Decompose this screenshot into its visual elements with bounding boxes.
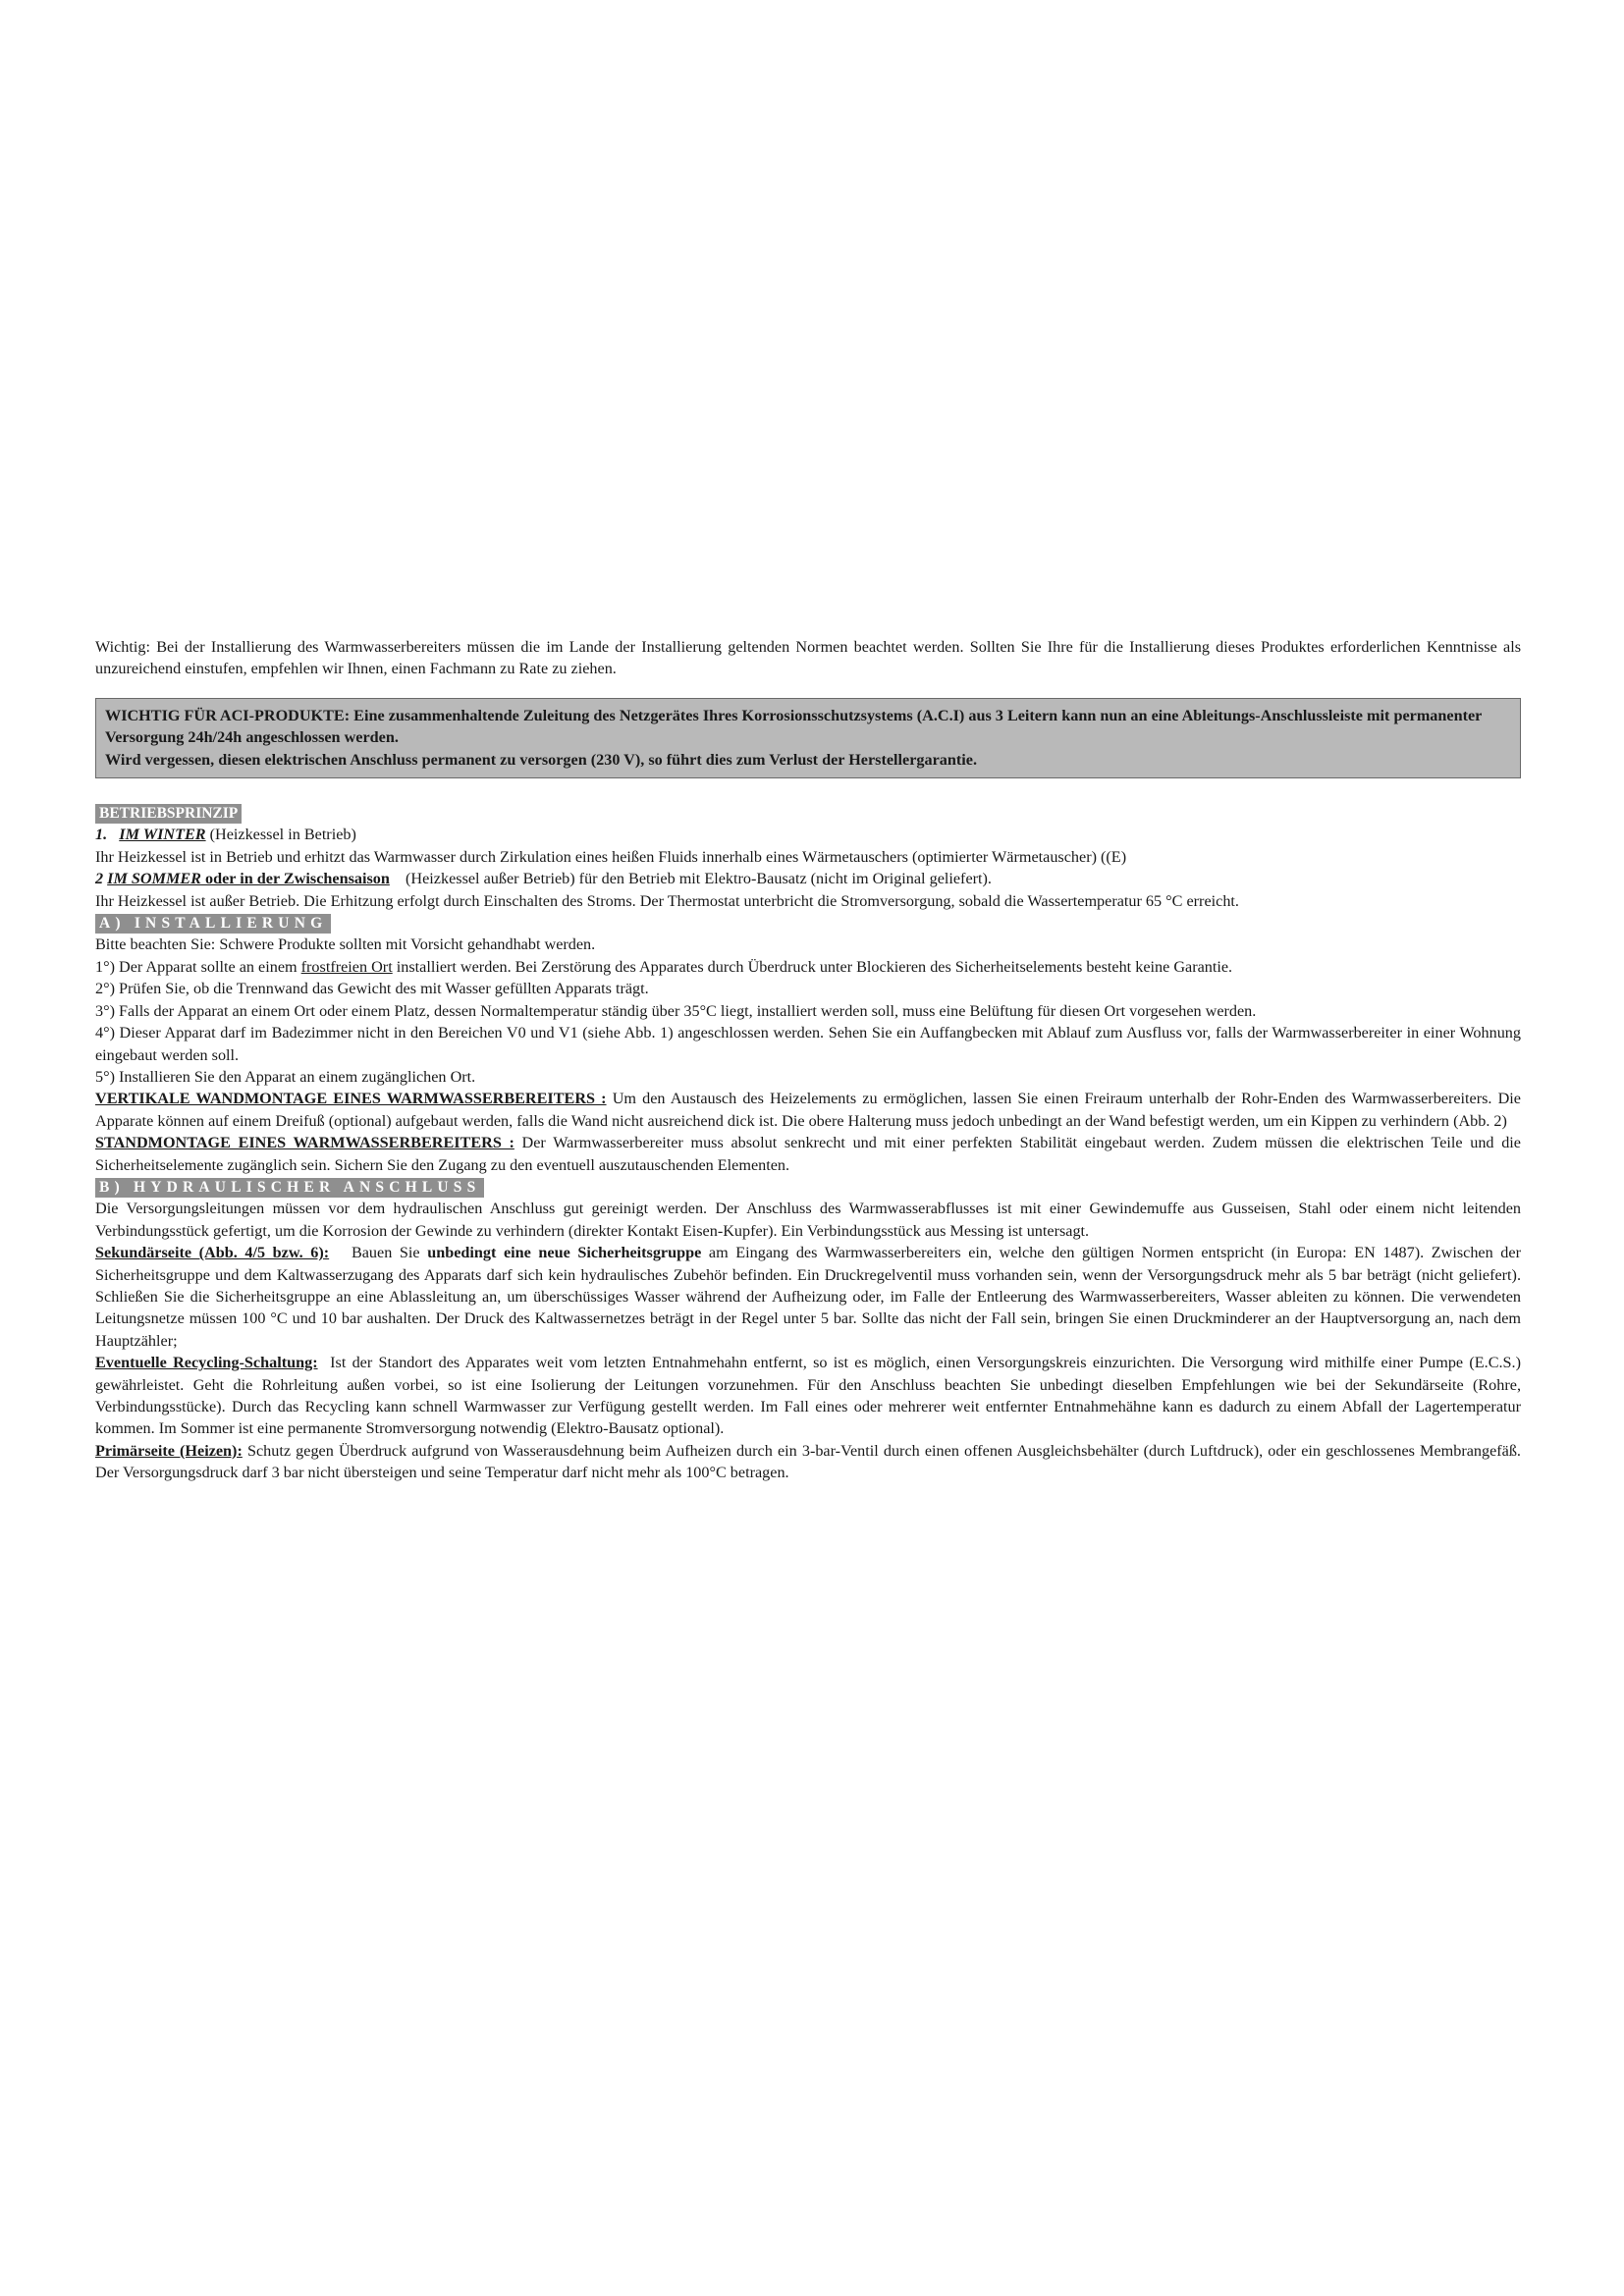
heading-betriebsprinzip: BETRIEBSPRINZIP	[95, 804, 242, 824]
section-betriebsprinzip	[95, 802, 1521, 912]
intro-paragraph: Wichtig: Bei der Installierung des Warmwasserbereiters müssen die im Lande der Installierung geltenden Normen beachtet werden. Sollten Sie Ihre für die Installierung dieses Produktes erforderlichen Kenntnisse als unzureichend einstufen, empfehlen wir Ihnen, einen Fachmann zu Rate zu ziehen.	[95, 638, 1521, 678]
warning-line-2: Wird vergessen, diesen elektrischen Anschluss permanent zu versorgen (230 V), so führt dies zum Verlust der Herstellergarantie.	[105, 750, 977, 769]
section-hydraulik	[95, 1176, 1526, 1484]
vertical-mount-paragraph: VERTIKALE WANDMONTAGE EINES WARMWASSERBEREITERS : Um den Austausch des Heizelements zu ermöglichen, lassen Sie einen Freiraum unterhalb der Rohr-Enden des Warmwasserbereiters. Die Apparate können auf einem Dreifuß (optional) aufgebaut werden, falls die Wand nicht ausreichend dick ist. Die obere Halterung muss jedoch unbedingt an der Wand befestigt werden, um ein Kippen zu verhindern (Abb. 2)	[95, 1090, 1521, 1130]
sommer-text: Ihr Heizkessel ist außer Betrieb. Die Erhitzung erfolgt durch Einschalten des Stroms. Der Thermostat unterbricht die Stromversorgung, sobald die Wassertemperatur 65 °C erreicht.	[95, 891, 1239, 910]
secondary-side-paragraph: Sekundärseite (Abb. 4/5 bzw. 6): Bauen Sie unbedingt eine neue Sicherheitsgruppe am Eingang des Warmwasserbereiters ein, welche den gültigen Normen entspricht (in Europa: EN 1487). Zwischen der Sicherheitsgruppe und dem Kaltwasserzugang des Apparats darf sich kein hydraulisches Zubehör befinden. Ein Druckregelventil muss vorhanden sein, wenn der Versorgungsdruck mehr als 5 bar beträgt (nicht geliefert). Schließen Sie die Sicherheitsgruppe an eine Ablassleitung an, um überschüssiges Wasser während der Aufheizung oder, im Falle der Entleerung des Warmwasserbereiters, Wasser ableiten zu können. Die verwendeten Leitungsnetze müssen 100 °C und 10 bar aushalten. Der Druck des Kaltwassernetzes beträgt in der Regel unter 5 bar. Sollte das nicht der Fall sein, bringen Sie einen Druckminderer an der Hauptversorgung an, nach dem Hauptzähler;	[95, 1244, 1521, 1350]
recycling-label: Eventuelle Recycling-Schaltung:	[95, 1354, 318, 1372]
floor-mount-label: STANDMONTAGE EINES WARMWASSERBEREITERS :	[95, 1134, 514, 1152]
install-item-1: 1°) Der Apparat sollte an einem frostfreien Ort installiert werden. Bei Zerstörung des Apparates durch Überdruck unter Blockieren des Sicherheitselements besteht keine Garantie.	[95, 957, 1233, 976]
floor-mount-paragraph: STANDMONTAGE EINES WARMWASSERBEREITERS : Der Warmwasserbereiter muss absolut senkrecht und mit einer perfekten Stabilität eingebaut werden. Zudem müssen die elektrischen Teile und die Sicherheitselemente zugänglich sein. Sichern Sie den Zugang zu den eventuell auszutauschenden Elementen.	[95, 1134, 1521, 1174]
install-item-2: 2°) Prüfen Sie, ob die Trennwand das Gewicht des mit Wasser gefüllten Apparats trägt.	[95, 980, 649, 998]
secondary-side-label: Sekundärseite (Abb. 4/5 bzw. 6):	[95, 1244, 330, 1262]
install-item-5: 5°) Installieren Sie den Apparat an einem zugänglichen Ort.	[95, 1067, 476, 1086]
section-installierung	[95, 912, 1521, 1176]
winter-label: IM WINTER	[119, 826, 206, 844]
vertical-mount-label: VERTIKALE WANDMONTAGE EINES WARMWASSERBEREITERS :	[95, 1090, 607, 1108]
hydraulic-intro: Die Versorgungsleitungen müssen vor dem hydraulischen Anschluss gut gereinigt werden. Der Anschluss des Warmwasserabflusses ist mit einer Gewindemuffe aus Gusseisen, Stahl oder einem nicht leitenden Verbindungsstück gefertigt, um die Korrosion der Gewinde zu verhindern (direkter Kontakt Eisen-Kupfer). Ein Verbindungsstück aus Messing ist untersagt.	[95, 1200, 1521, 1240]
primary-side-label: Primärseite (Heizen):	[95, 1441, 243, 1460]
document-content	[95, 636, 1526, 1484]
sommer-label: IM SOMMER	[107, 870, 201, 888]
winter-heading: 1. IM WINTER (Heizkessel in Betrieb)	[95, 826, 356, 844]
install-item-3: 3°) Falls der Apparat an einem Ort oder einem Platz, dessen Normaltemperatur ständig über 35°C liegt, installiert werden soll, muss eine Belüftung für diesen Ort vorgesehen werden.	[95, 1001, 1257, 1020]
aci-warning-box	[95, 698, 1521, 778]
heading-hydraulik: B) HYDRAULISCHER ANSCHLUSS	[95, 1178, 484, 1198]
primary-side-paragraph: Primärseite (Heizen): Schutz gegen Überdruck aufgrund von Wasserausdehnung beim Aufheizen durch ein 3-bar-Ventil durch einen offenen Ausgleichsbehälter (durch Luftdruck), oder ein geschlossenes Membrangefäß. Der Versorgungsdruck darf 3 bar nicht übersteigen und seine Temperatur darf nicht mehr als 100°C betragen.	[95, 1441, 1521, 1482]
winter-text: Ihr Heizkessel ist in Betrieb und erhitzt das Warmwasser durch Zirkulation eines heißen Fluids innerhalb eines Wärmetauschers (optimierter Wärmetauscher) ((E)	[95, 847, 1127, 866]
sommer-heading: 2 IM SOMMER oder in der Zwischensaison (Heizkessel außer Betrieb) für den Betrieb mit Elektro-Bausatz (nicht im Original geliefert).	[95, 870, 992, 888]
install-note: Bitte beachten Sie: Schwere Produkte sollten mit Vorsicht gehandhabt werden.	[95, 935, 596, 954]
warning-line-1: WICHTIG FÜR ACI-PRODUKTE: Eine zusammenhaltende Zuleitung des Netzgerätes Ihres Korrosionsschutzsystems (A.C.I) aus 3 Leitern kann nun an eine Ableitungs-Anschlussleiste mit permanenter Versorgung 24h/24h angeschlossen werden.	[105, 706, 1483, 747]
recycling-paragraph: Eventuelle Recycling-Schaltung: Ist der Standort des Apparates weit vom letzten Entnahmehahn entfernt, so ist es möglich, einen Versorgungskreis einzurichten. Die Versorgung wird mithilfe einer Pumpe (E.C.S.) gewährleistet. Geht die Rohrleitung außen vorbei, so ist eine Isolierung der Leitungen vorzunehmen. Für den Anschluss beachten Sie unbedingt dieselben Empfehlungen wie bei der Sekundärseite (Rohre, Verbindungsstücke). Durch das Recycling kann schnell Warmwasser zur Verfügung gestellt werden. Im Fall eines oder mehrerer weit entfernter Entnahmehähne kann es dadurch zu einem Abfall der Lagertemperatur kommen. Im Sommer ist eine permanente Stromversorgung notwendig (Elektro-Bausatz optional).	[95, 1354, 1526, 1438]
install-item-4: 4°) Dieser Apparat darf im Badezimmer nicht in den Bereichen V0 und V1 (siehe Abb. 1) angeschlossen werden. Sehen Sie ein Auffangbecken mit Ablauf zum Ausfluss vor, falls der Warmwasserbereiter in einer Wohnung eingebaut werden soll.	[95, 1024, 1521, 1064]
heading-installierung: A) INSTALLIERUNG	[95, 914, 331, 934]
